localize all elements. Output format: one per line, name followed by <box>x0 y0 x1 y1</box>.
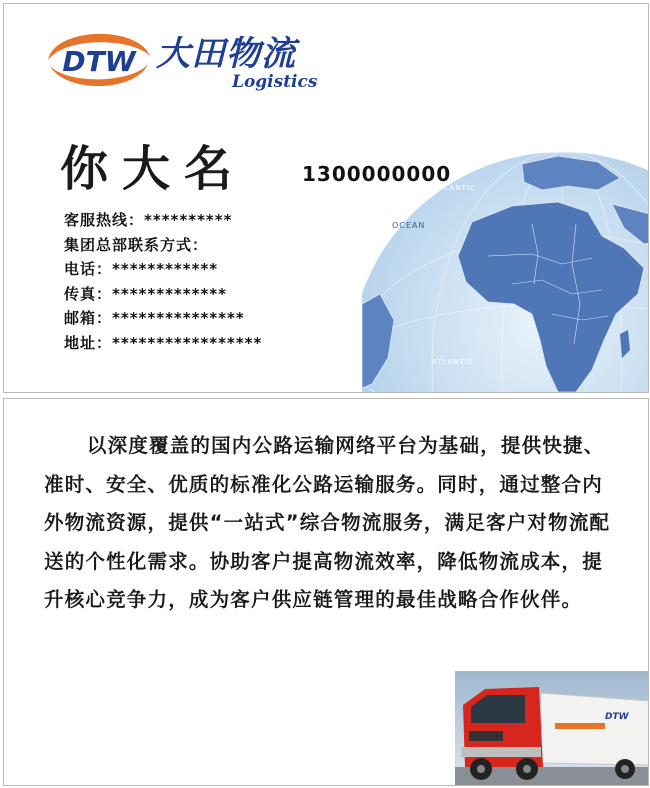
globe-map-image <box>362 144 649 393</box>
email-line: 邮箱：*************** <box>64 309 245 327</box>
map-label-atlantic-bottom: ATLANTIC <box>432 358 474 366</box>
map-label-atlantic-top: ATLANTIC <box>434 184 476 192</box>
business-card-front <box>3 3 649 393</box>
company-name-cn: 大田物流 <box>156 34 296 74</box>
hq-contact-heading: 集团总部联系方式： <box>64 235 209 254</box>
address-line: 地址：***************** <box>64 333 263 352</box>
svg-text:DTW: DTW <box>605 712 629 722</box>
business-card-back <box>3 398 649 786</box>
truck-photo <box>455 671 649 785</box>
phone-number: 1300000000 <box>302 162 452 186</box>
telephone-line: 电话：************ <box>64 260 219 278</box>
hotline-line: 客服热线：********** <box>64 211 233 229</box>
company-logo <box>44 22 334 102</box>
fax-line: 传真：************* <box>64 284 227 303</box>
company-description: 以深度覆盖的国内公路运输网络平台为基础，提供快捷、准时、安全、优质的标准化公路运输服务。同时，通过整合内外物流资源，提供“一站式”综合物流服务，满足客户对物流配送的个性化需求。协助客户提高物流效率，降低物流成本，提升核心竞争力，成为客户供应链管理的最佳战略合作伙伴。 <box>44 434 611 611</box>
company-name-en: Logistics <box>232 72 318 92</box>
dtw-logo-icon <box>44 22 154 100</box>
person-name: 你大名 <box>60 141 247 197</box>
contact-details <box>64 209 262 356</box>
map-label-ocean: OCEAN <box>392 221 426 230</box>
logo-badge-text: DTW <box>62 45 136 78</box>
